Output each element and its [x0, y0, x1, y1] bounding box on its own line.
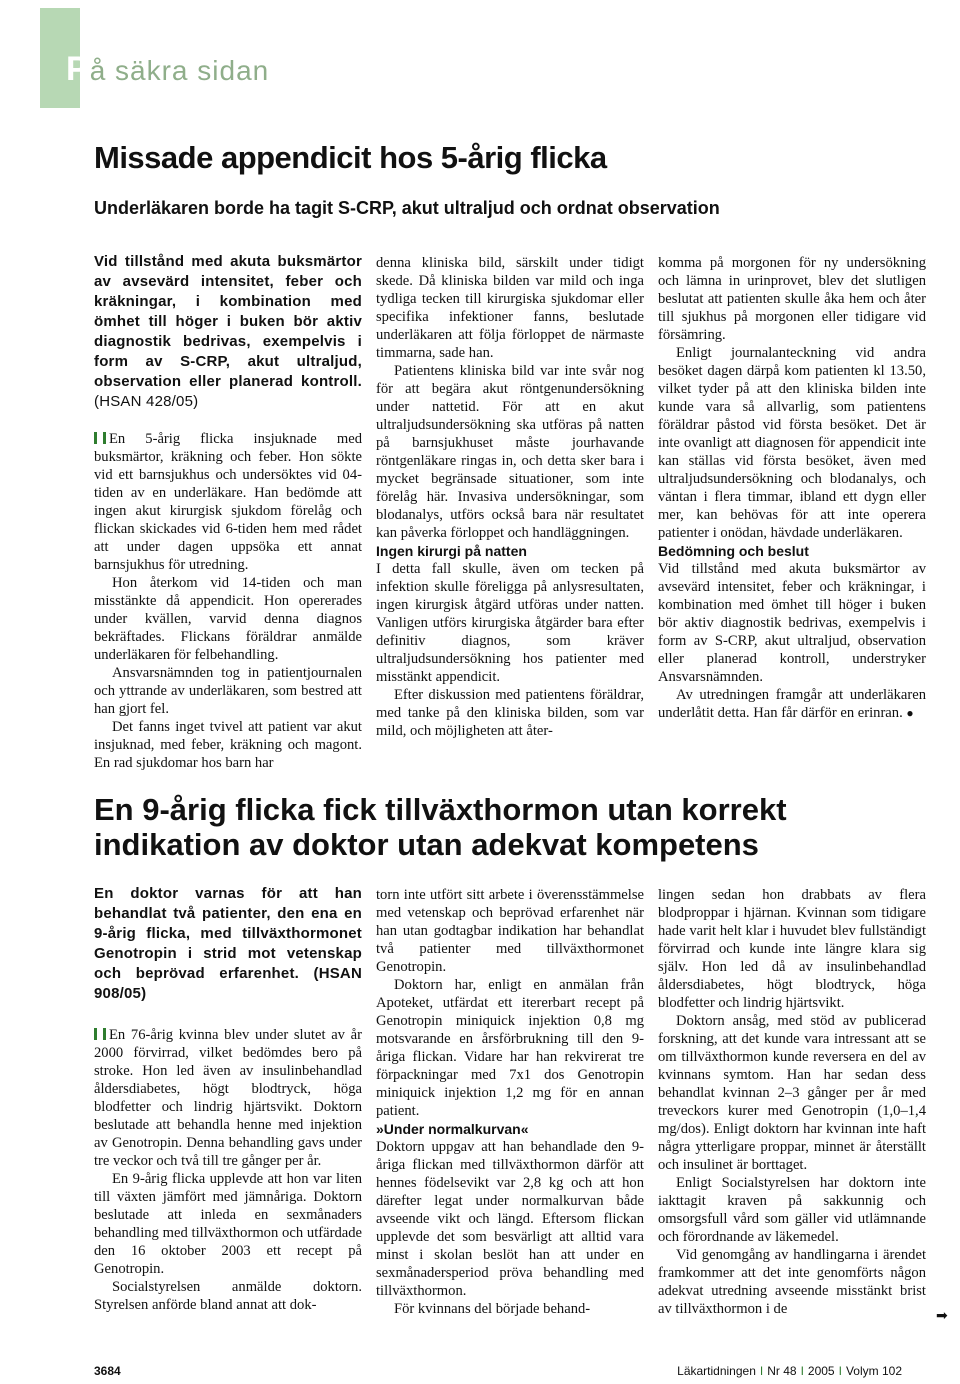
article2-column-1 [94, 884, 362, 1314]
separator-icon: I [800, 1364, 804, 1378]
article2-lead-ref: (HSAN 908/05) [94, 965, 362, 1002]
article1-col2-p3: I detta fall skulle, även om tecken på infektion skulle föreligga på anlysresultaten, ingen kirurgisk åtgärd utföras under natten. Vanligen utförs kirurgiska åtgärder bara efter definitiv diagnos, som kräver ultraljudsundersökning hos patienter med misstänkt appendicit. [376, 561, 644, 685]
article1-col3-p3: Vid tillstånd med akuta buksmärtor av avsevärd intensitet, feber och kräkningar, i kombination med ömhet till höger i buken bör aktiv diagnostik bedrivas, exempelvis i form av S-CRP, akut ultraljud, observation eller planerad kontroll, understryker Ansvarsnämnden. [658, 561, 926, 685]
article1-col3-p2: Enligt journalanteckning vid andra besöket dagen därpå kom patienten kl 13.50, vilket tyder på att den kliniska bilden inte kunde vara så allvarlig, som patientens föräldrar påstod vid första besöket. Det är inte ovanligt att diagnosen för appendicit inte kan ställas vid första besöket, även med ultraljudsundersökning och blodanalys, och väntan i flera timmar, ibland ett dygn eller mer, kan behövas för att inte operera patienter i onödan, hävdade underläkaren. [658, 345, 926, 541]
article2-col3-p2: Doktorn ansåg, med stöd av publicerad forskning, att det kunde vara intressant att se om tillväxthormon kunde reversera en del av kvinnans symtom. Han har sedan dess behandlat kvinnan 2–3 gånger per år med treveckors kurer med Genotropin (1,0–1,4 mg/dos). Enligt doktorn har kvinnan inte haft några ytterligare proppar, minnet är återställt och insulinet är borttaget. [658, 1013, 926, 1173]
article1-col2-heading: Ingen kirurgi på natten [376, 543, 527, 559]
article2-col3-p1: lingen sedan hon drabbats av flera blodproppar i hjärnan. Kvinnan som tidigare hade varit helt klar i huvudet blev fullständigt förvirrad och kunde inte längre klara sig själv. Hon led då av insulinbehandlad åldersdiabetes, högt blodtryck, höga blodfetter och lindrig hjärtsvikt. [658, 887, 926, 1011]
end-bullet-icon: ● [906, 706, 914, 720]
article2-col1-p3: Socialstyrelsen anmälde doktorn. Styrelsen anförde bland annat att dok- [94, 1279, 362, 1313]
article2-lead-text: En doktor varnas för att han behandlat två patienter, den ena en 9-årig flicka, med tillväxthormonet Genotropin i strid mot vetenskap och beprövad erfarenhet. [94, 885, 362, 982]
section-initial: P [66, 50, 90, 88]
article1-col1-p2: Hon återkom vid 14-tiden och man misstänkte då appendicit. Hon opererades under kvällen, varvid denna diagnos bekräftades. Flickans föräldrar anmälde underläkaren för felbehandling. [94, 575, 362, 663]
article1-col1-p3: Ansvarsnämnden tog in patientjournalen och yttrande av underläkaren, som bestred att han gjort fel. [94, 665, 362, 717]
article1-col3-p4 [658, 686, 926, 722]
article1-col2-p4: Efter diskussion med patientens föräldrar, med tanke på den kliniska bilden, som var mild, och möjligheten att åter- [376, 687, 644, 739]
article1-col3-p4-text: Av utredningen framgår att underläkaren underlåtit detta. Han får därför en erinran. [658, 687, 926, 721]
footer-page-number: 3684 [94, 1364, 121, 1378]
article2-col3-p4: Vid genomgång av handlingarna i ärendet framkommer att det inte genomförts någon adekvat utredning avseende misstänkt brist av tillväxthormon i de [658, 1247, 926, 1317]
article2-col2-p2: Doktorn har, enligt en anmälan från Apoteket, utfärdat ett itererbart recept på Genotropin miniquick injektion 0,8 mg motsvarande en årsförbrukning till den 9-åriga flickan. Vidare har han rekvirerat tre förpackningar med 7x1 dos Genotropin miniquick injektion 1,2 mg för en annan patient. [376, 977, 644, 1119]
footer-volume: Volym 102 [845, 1364, 902, 1378]
article1-column-2 [376, 254, 644, 740]
footer-journal: Läkartidningen [677, 1364, 756, 1378]
section-marker-icon [94, 432, 106, 444]
separator-icon: I [759, 1364, 764, 1378]
article2-column-2 [376, 886, 644, 1318]
footer-issue: Nr 48 [767, 1364, 797, 1378]
footer-year: 2005 [807, 1364, 835, 1378]
article1-col1-p4: Det fanns inget tvivel att patient var akut insjuknad, med feber, kräkning och magont. En rad sjukdomar hos barn har [94, 719, 362, 771]
article2-column-3 [658, 886, 926, 1318]
article2-lead [94, 884, 362, 1004]
article1-lead [94, 252, 362, 412]
footer-journal-info [677, 1364, 902, 1378]
article1-column-1 [94, 252, 362, 772]
article1-lead-text: Vid tillstånd med akuta buksmärtor av avsevärd intensitet, feber och kräkningar, i kombination med ömhet till höger i buken bör aktiv diagnostik bedrivas, exempelvis i form av S-CRP, akut ultraljud, observation eller planerad kontroll. [94, 253, 362, 390]
article1-column-3 [658, 254, 926, 722]
article2-col3-p3: Enligt Socialstyrelsen har doktorn inte iakttagit kraven på sakkunnig och omsorgsfull vård som gäller vid utlämnande och förordnande av läkemedel. [658, 1175, 926, 1245]
article2-col2-p4: För kvinnans del började behand- [394, 1301, 591, 1317]
article1-lead-ref: (HSAN 428/05) [94, 393, 199, 410]
article1-col3-p1: komma på morgonen för ny undersökning och lämna in urinprovet, blev det slutligen beslutat att patienten skulle åka hem och åter till sjukhus på morgonen eller tidigare vid försämring. [658, 255, 926, 343]
article2-col2-heading: »Under normalkurvan« [376, 1121, 529, 1137]
article2-col1-p2: En 9-årig flicka upplevde att hon var liten till växten jämfört med jämnåriga. Doktorn beslutade att inleda en sexmånaders behandling med tillväxthormon och utfärdade den 16 oktober 2003 ett recept på Genotropin. [94, 1171, 362, 1277]
article1-subtitle: Underläkaren borde ha tagit S-CRP, akut ultraljud och ordnat observation [94, 198, 720, 218]
article2-col1-p1 [94, 1026, 362, 1170]
article1-col3-heading: Bedömning och beslut [658, 543, 809, 559]
separator-icon: I [838, 1364, 842, 1378]
article1-col1-p1 [94, 430, 362, 574]
article2-title: En 9-årig flicka fick tillväxthormon utan korrekt indikation av doktor utan adekvat kompetens [94, 792, 787, 862]
article1-col1-p1-text: En 5-årig flicka insjuknade med buksmärtor, kräkning och feber. Hon sökte vid ett barnsjukhus och undersöktes vid 04-tiden av en underläkare. Han bedömde att ingen akut kirurgisk sjukdom förelåg och flickan skickades vid 6-tiden hem med rådet att under dagen uppsöka ett annat barnsjukhus för utredning. [94, 431, 362, 573]
article2-col2-p3: Doktorn uppgav att han behandlade den 9-åriga flickan med tillväxthormon därför att hennes födelsevikt var 2,8 kg och att hon därefter legat under normalkurvan både avseende vikt och längd. Eftersom flickan upplevde det som besvärligt att alltid vara minst i skolan beslöt han att under en sexmånadersperiod pröva behandling med tillväxthormon. [376, 1139, 644, 1299]
article1-title: Missade appendicit hos 5-årig flicka [94, 140, 607, 175]
article1-col2-p2: Patientens kliniska bild var inte svår nog för att begära akut röntgenundersökning under nattetid. För att en akut ultraljudsundersökning ska utföras på natten på barnsjukhuset måste jourhavande röntgenläkare ringas in, och detta sker bara i mycket begränsade situationer, som inte förelåg här. Invasiva undersökningar, som blodanalys, utförs också bara när resultatet kan påverka förloppet och handläggningen. [376, 363, 644, 541]
article1-col2-p1: denna kliniska bild, särskilt under tidigt skede. Då kliniska bilden var mild och inga tydliga tecken till kirurgiska sjukdomar eller specifika infektioner fanns, beslutade underläkaren att följa förloppet de närmaste timmarna, sade han. [376, 255, 644, 361]
article2-col2-p1: torn inte utfört sitt arbete i överensstämmelse med vetenskap och beprövad erfarenhet när han utan godtagbar indikation har behandlat två patienter med tillväxthormonet Genotropin. [376, 887, 644, 975]
section-label [66, 50, 269, 89]
article2-col1-p1-text: En 76-årig kvinna blev under slutet av år 2000 förvirrad, vilket bedömdes bero på stroke. Hon led även av insulinbehandlad åldersdiabetes, högt blodtryck, höga blodfetter och lindrig hjärtsvikt. Doktorn beslutade att behandla henne med injektion av Genotropin. Denna behandling gavs under tre veckor och två till tre gånger per år. [94, 1027, 362, 1169]
section-rest: å säkra sidan [89, 55, 270, 86]
section-marker-icon [94, 1028, 106, 1040]
continue-arrow-icon: ➡ [936, 1309, 948, 1324]
